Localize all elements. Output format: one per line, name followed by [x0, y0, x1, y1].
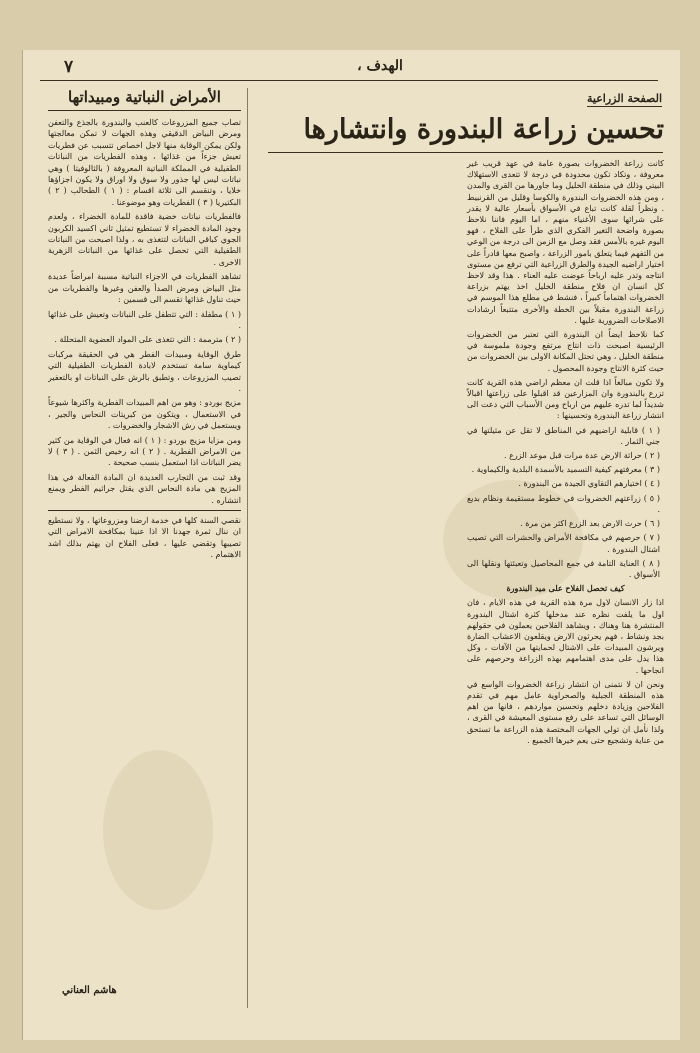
title-rule: [268, 152, 663, 153]
left-article-body: [48, 117, 241, 957]
paragraph: ( ٢ ) مترممة : التي تتغذى على المواد العضوية المتحللة .: [54, 335, 241, 345]
paragraph: ومن مزايا مزيج بوردو : ( ١ ) انه فعال في الوقاية من كثير من الامراض الفطرية . ( ٢ ) انه رخيص الثمن . ( ٣ ) لا يضر النباتات اذا استعمل بنسب صحيحة .: [48, 435, 241, 468]
subheading: كيف تحصل الفلاح على ميد البندورة: [506, 583, 625, 594]
right-article: [258, 88, 668, 1008]
paragraph: اذا زار الانسان لاول مرة هذه القرية في هذه الايام ، فان اول ما يلفت نظره عند مدخلها كثرة اشتال البندورة المنتشرة هنا وهناك ، ويشاهد الفلاحين يعملون في حقولهم بجد ونشاط ، فهم يحرثون الارض ويقلعون الاعشاب الضارة ويرشون المبيدات على الاشتال لحمايتها من الآفات ، وكل هذا يدل على مدى اهتمامهم بهذه الزراعة وحرصهم على انجاحها .: [467, 598, 664, 675]
paragraph: وقد ثبت من التجارب العديدة ان المادة الفعالة في هذا المزيج هي مادة النحاس الذي يقتل جراثيم الفطر ويمنع انتشاره .: [48, 472, 241, 505]
paragraph: نقصي السنة كلها في خدمة ارضنا ومزروعاتها ، ولا نستطيع ان ننال ثمرة جهدنا الا اذا عنينا بمكافحة الامراض التي تصيبها وتقضي عليها ، فعلى الفلاح ان يهتم بذلك اشد الاهتمام .: [48, 516, 241, 560]
paragraph: كانت زراعة الخضروات بصورة عامة في عهد قريب غير معروفة ، وتكاد تكون محدودة في درجة لا تتعدى الاستهلاك البيتي وذلك في منطقة الخليل وما جاورها من القرى والمدن ، ومن هذه الخضروات البندورة والكوسا وقليل من القرنبيط . ونظراً لقلة كانت تباع في الأسواق بأسعار عالية لا يقدر على شرائها سوى الأغنياء منهم ، اما اليوم فاننا نلاحظ بصورة واضحة التغير الفكري الذي طرأ على الفلاح ، فهو اليوم غيره بالأمس فقد وصل مع الزمن الى درجة من الوعي من التفهم فيما يتعلق بامور الزراعة ، واصبح معها قادراً على اختيار اراضيه الجيدة والطرق الزراعية التي ترفع من مستوى انتاجه وتدر عليه ارباحاً عوضت عليه العناء . هذا وقد لاحظ كل انسان ان فلاح منطقة الخليل اخذ يهتم بزراعة الخضروات اهتماماً كبيراً ، فنشط في مطلع هذا الموسم في زراعة البندورة مقبلاً بين الخطة والأخرى متتبعاً ارشادات الاصلاحات الضرورية عليها .: [467, 159, 664, 325]
list-item: ( ٨ ) العناية التامة في جمع المحاصيل وتعبئتها ونقلها الى الأسواق .: [467, 558, 660, 579]
paragraph: كما نلاحظ ايضاً ان البندورة التي تعتبر من الخضروات الرئيسية اصبحت ذات انتاج مرتفع وجودة ملموسة في منطقة الخليل ، وهي تحتل المكانة الاولى بين الخضروات من حيث كثرة الانتاج وجودة المحصول .: [467, 330, 664, 373]
paragraph: فالفطريات نباتات خضية فاقدة للمادة الخضراء ، ولعدم وجود المادة الخضراء لا تستطيع تمثيل ثاني اكسيد الكربون الجوي كباقي النباتات لتتغذى به ، ولذا اصبحت من النباتات الطفيلية التي تحصل على غذائها من النباتات الزهرية الاخرى .: [48, 212, 241, 267]
masthead: الهدف ،: [357, 58, 403, 74]
page-number: ٧: [64, 57, 74, 77]
section-label: الصفحة الزراعية: [587, 92, 662, 105]
list-item: ( ١ ) قابلية اراضيهم في المناطق لا تقل عن مثيلتها في جني الثمار .: [467, 425, 660, 446]
paragraph: تشاهد الفطريات في الاجزاء النباتية مسببة امراضاً عديدة مثل البياض ومرض الصدأ والعفن وغيرها والفطريات من حيث تناول غذائها تقسم الى قسمين :: [48, 272, 241, 305]
list-item: ( ٥ ) زراعتهم الخضروات في خطوط مستقيمة ونظام بديع .: [467, 493, 660, 514]
article-body: [260, 158, 664, 1008]
list-item: ( ٢ ) حراثة الارض عدة مرات قبل موعد الزرع .: [504, 451, 660, 461]
list-item: ( ٤ ) اختيارهم التقاوي الجيدة من البندورة .: [518, 479, 660, 489]
paragraph: ( ١ ) مطفلة : التي تتطفل على النباتات وتعيش على غذائها .: [48, 309, 241, 330]
article-title: تحسين زراعة البندورة وانتشارها: [303, 114, 664, 145]
left-article-title: الأمراض النباتية ومبيداتها: [48, 88, 241, 111]
paragraph: ونحن ان لا نتمنى ان انتشار زراعة الخضروات الواسع في هذه المنطقة الجبلية والصحراوية عامل مهم في تقدم الفلاحين وزيادة دخلهم وتحسين مواردهم ، فانها من اهم الوسائل التي تساعد على رفع مستوى المعيشة في القرى ، ولذا نأمل ان تولي الجهات المختصة هذه الزراعة ما تستحق من عناية وتشجيع حتى يعم خيرها الجميع .: [467, 679, 664, 745]
left-article: [48, 88, 248, 1008]
list-item: ( ٦ ) حرث الارض بعد الزرع اكثر من مرة .: [520, 519, 660, 529]
divider: [48, 510, 241, 511]
header-rule: [40, 80, 658, 81]
list-item: ( ٧ ) حرصهم في مكافحة الأمراض والحشرات التي تصيب اشتال البندورة .: [467, 533, 660, 554]
paragraph: مزيج بوردو : وهو من اهم المبيدات الفطرية واكثرها شيوعاً في الاستعمال ، ويتكون من كبريتات النحاس والجير ، ويستعمل في رش الاشجار والخضروات .: [48, 398, 241, 431]
paragraph: ولا تكون مبالغاً اذا قلت ان معظم اراضي هذه القرية كانت تزرع بالبندورة وان المزارعين قد اقبلوا على زراعتها اقبالاً شديداً لما تدره عليهم من ارباح ومن الأسباب التي دعت الى انتشار زراعة البندورة وتحسينها :: [467, 377, 664, 421]
paragraph: طرق الوقاية ومبيدات الفطر هي في الحقيقة مركبات كيماوية سامة تستخدم لابادة الفطريات الطفيلية التي تصيب المزروعات ، وتطبق بالرش على النباتات او بالتعفير .: [48, 349, 241, 393]
author-signature: هاشم العناني: [62, 985, 117, 996]
paragraph: تصاب جميع المزروعات كالعنب والبندورة بالجذع والتعفن ومرض البياض الدقيقي وهذه الجهات لا تمكن معالجتها ولكن يمكن الوقاية منها لاجل اخصاص تتسبب عن فطريات تعيش جزءاً من غذائها ، وهذه الفطريات من النباتات الطفيلية في المملكة النباتية المعروفة ( بالثالوفيتا ) وهي نباتات ليس لها جذور ولا سوق ولا اوراق ولا يكون اجزاؤها خلايا ، وتنقسم الى ثلاثة اقسام : ( ١ ) الطحالب ( ٢ ) البكتيريا ( ٣ ) الفطريات وهو موضوعنا .: [48, 118, 241, 207]
list-item: ( ٣ ) معرفتهم كيفية التسميد بالأسمدة البلدية والكيماوية .: [471, 465, 660, 475]
